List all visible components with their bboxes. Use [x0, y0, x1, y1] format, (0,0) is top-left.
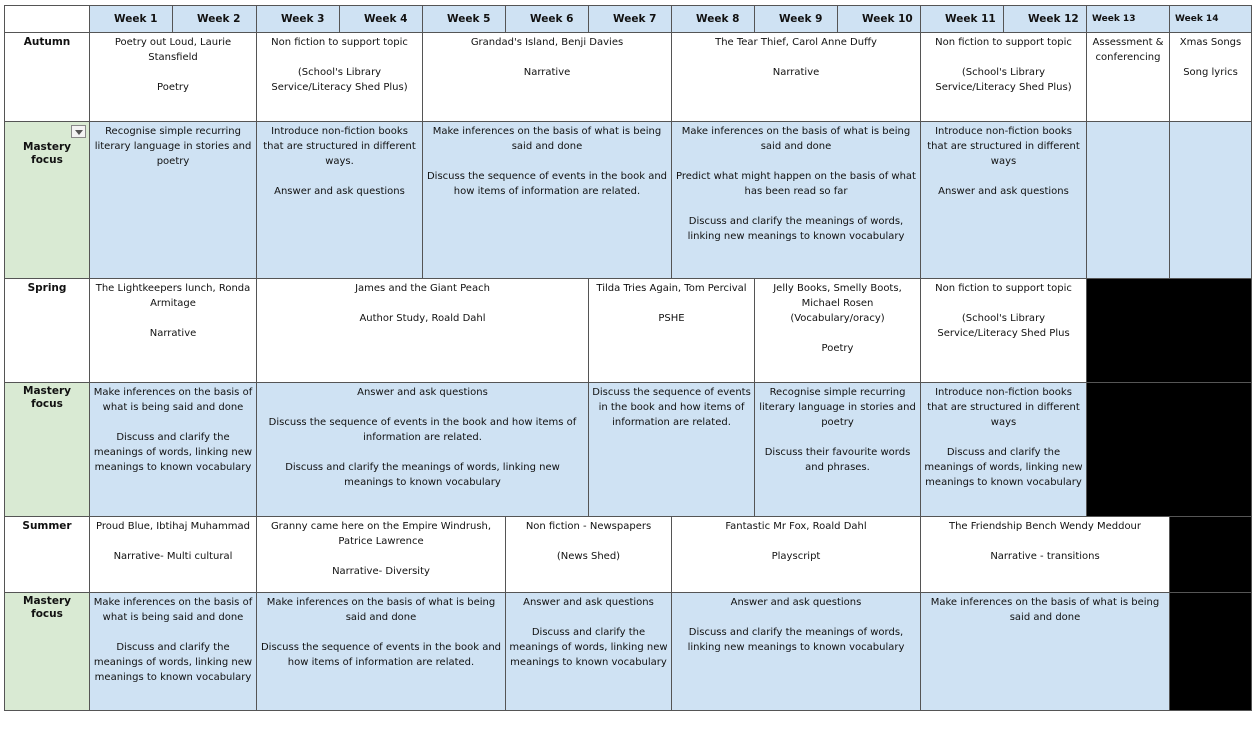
week-header-cell[interactable]: Week 13	[1087, 6, 1170, 33]
genre-label: Playscript	[771, 551, 821, 562]
focus-objective: Introduce non-fiction books that are structured in different ways	[927, 387, 1080, 428]
autumn-focus-row	[5, 122, 1252, 279]
book-title: The Lightkeepers lunch, Ronda Armitage	[95, 283, 251, 309]
genre-label: PSHE	[658, 313, 685, 324]
focus-objective: Discuss and clarify the meanings of words, linking new meanings to known vocabulary	[687, 627, 905, 653]
focus-cell[interactable]	[257, 122, 423, 279]
summer-text-row	[5, 517, 1252, 593]
focus-objective: Make inferences on the basis of what is being said and done	[93, 387, 253, 413]
genre-label: Song lyrics	[1183, 67, 1238, 78]
week-header-cell[interactable]: Week 12	[1004, 6, 1087, 33]
book-title: Assessment & conferencing	[1092, 37, 1164, 63]
week-header-cell[interactable]: Week 5	[423, 6, 506, 33]
book-title: Fantastic Mr Fox, Roald Dahl	[725, 521, 867, 532]
focus-cell[interactable]	[672, 593, 921, 711]
focus-objective: Discuss and clarify the meanings of words, linking new meanings to known vocabulary	[93, 432, 253, 473]
focus-objective: Discuss and clarify the meanings of words, linking new meanings to known vocabulary	[924, 447, 1083, 488]
focus-objective: Predict what might happen on the basis of what has been read so far	[676, 171, 916, 197]
week-header-cell[interactable]: Week 10	[838, 6, 921, 33]
focus-objective: Make inferences on the basis of what is being said and done	[681, 126, 911, 152]
term-label-summer[interactable]: Summer	[5, 517, 90, 593]
text-cell[interactable]	[90, 517, 257, 593]
text-cell[interactable]	[257, 33, 423, 122]
focus-objective: Answer and ask questions	[274, 186, 405, 197]
focus-cell[interactable]	[257, 593, 506, 711]
genre-label: (School's Library Service/Literacy Shed Plus)	[271, 67, 408, 93]
focus-objective: Discuss the sequence of events in the book and how items of information are related.	[268, 417, 577, 443]
blocked-cell[interactable]	[1170, 593, 1252, 711]
focus-objective: Recognise simple recurring literary language in stories and poetry	[94, 126, 252, 167]
book-title: Non fiction - Newspapers	[525, 521, 652, 532]
text-cell[interactable]	[672, 33, 921, 122]
focus-objective: Make inferences on the basis of what is being said and done	[930, 597, 1160, 623]
book-title: Non fiction to support topic	[935, 283, 1072, 294]
text-cell[interactable]	[672, 517, 921, 593]
header-corner-cell[interactable]	[5, 6, 90, 33]
week-header-cell[interactable]: Week 1	[90, 6, 173, 33]
focus-cell[interactable]	[423, 122, 672, 279]
genre-label: Narrative	[523, 67, 571, 78]
dropdown-arrow-icon[interactable]	[71, 125, 86, 138]
book-title: Proud Blue, Ibtihaj Muhammad	[95, 521, 251, 532]
focus-cell[interactable]	[755, 383, 921, 517]
genre-label: Narrative	[772, 67, 820, 78]
focus-cell[interactable]	[257, 383, 589, 517]
focus-objective: Introduce non-fiction books that are structured in different ways	[927, 126, 1080, 167]
text-cell[interactable]	[423, 33, 672, 122]
week-header-cell[interactable]: Week 11	[921, 6, 1004, 33]
book-title: Poetry out Loud, Laurie Stansfield	[114, 37, 232, 63]
week-header-cell[interactable]: Week 14	[1170, 6, 1252, 33]
long-term-plan-table	[4, 5, 1252, 711]
text-cell[interactable]	[1087, 33, 1170, 122]
focus-objective: Discuss the sequence of events in the book and how items of information are related.	[260, 642, 502, 668]
focus-objective: Discuss and clarify the meanings of words, linking new meanings to known vocabulary	[285, 462, 560, 488]
book-title: Jelly Books, Smelly Boots, Michael Rosen (Vocabulary/oracy)	[773, 283, 902, 324]
term-label-spring[interactable]: Spring	[5, 279, 90, 383]
focus-cell-empty[interactable]	[1087, 122, 1170, 279]
autumn-text-row	[5, 33, 1252, 122]
text-cell[interactable]	[257, 279, 589, 383]
genre-label: Narrative- Diversity	[332, 566, 430, 577]
focus-objective: Introduce non-fiction books that are structured in different ways.	[263, 126, 416, 167]
text-cell[interactable]	[257, 517, 506, 593]
focus-cell[interactable]	[921, 383, 1087, 517]
book-title: The Friendship Bench Wendy Meddour	[948, 521, 1142, 532]
focus-cell[interactable]	[589, 383, 755, 517]
focus-objective: Make inferences on the basis of what is being said and done	[93, 597, 253, 623]
book-title: James and the Giant Peach	[355, 283, 490, 294]
summer-focus-row	[5, 593, 1252, 711]
focus-objective: Answer and ask questions	[938, 186, 1069, 197]
blocked-cell[interactable]	[1087, 279, 1252, 383]
focus-cell[interactable]	[921, 122, 1087, 279]
genre-label: (School's Library Service/Literacy Shed Plus	[937, 313, 1070, 339]
book-title: Xmas Songs	[1179, 37, 1242, 48]
focus-objective: Answer and ask questions	[523, 597, 654, 608]
text-cell[interactable]	[1170, 33, 1252, 122]
book-title: Grandad's Island, Benji Davies	[470, 37, 624, 48]
focus-objective: Make inferences on the basis of what is being said and done	[432, 126, 662, 152]
book-title: Non fiction to support topic	[935, 37, 1072, 48]
genre-label: Author Study, Roald Dahl	[359, 313, 486, 324]
text-cell[interactable]	[755, 279, 921, 383]
focus-objective: Make inferences on the basis of what is being said and done	[266, 597, 496, 623]
focus-objective: Answer and ask questions	[357, 387, 488, 398]
book-title: The Tear Thief, Carol Anne Duffy	[715, 37, 877, 48]
focus-objective: Discuss and clarify the meanings of words, linking new meanings to known vocabulary	[93, 642, 253, 683]
week-header-cell[interactable]: Week 9	[755, 6, 838, 33]
text-cell[interactable]	[921, 33, 1087, 122]
focus-cell[interactable]	[90, 122, 257, 279]
focus-objective: Discuss the sequence of events in the book and how items of information are related.	[592, 387, 751, 428]
book-title: Granny came here on the Empire Windrush, Patrice Lawrence	[270, 521, 492, 547]
genre-label: (News Shed)	[556, 551, 621, 562]
week-header-cell[interactable]: Week 2	[173, 6, 257, 33]
text-cell[interactable]	[921, 517, 1170, 593]
genre-label: Narrative - transitions	[990, 551, 1100, 562]
genre-label: Poetry	[821, 343, 854, 354]
week-header-cell[interactable]: Week 6	[506, 6, 589, 33]
text-cell[interactable]	[90, 279, 257, 383]
term-label-autumn[interactable]: Autumn	[5, 33, 90, 122]
week-header-row	[5, 6, 1252, 33]
focus-cell[interactable]	[90, 593, 257, 711]
book-title: Non fiction to support topic	[271, 37, 408, 48]
focus-cell[interactable]	[672, 122, 921, 279]
genre-label: Poetry	[157, 82, 189, 93]
text-cell[interactable]	[589, 279, 755, 383]
focus-objective: Discuss their favourite words and phrases.	[764, 447, 911, 473]
mastery-focus-label[interactable]: Mastery focus	[5, 383, 90, 517]
blocked-cell[interactable]	[1087, 383, 1252, 517]
genre-label: Narrative- Multi cultural	[113, 551, 233, 562]
text-cell[interactable]	[506, 517, 672, 593]
genre-label: Narrative	[149, 328, 197, 339]
mastery-focus-text: Mastery focus	[23, 141, 71, 166]
genre-label: (School's Library Service/Literacy Shed Plus)	[935, 67, 1072, 93]
week-header-cell[interactable]: Week 8	[672, 6, 755, 33]
focus-objective: Discuss and clarify the meanings of words, linking new meanings to known vocabulary	[687, 216, 905, 242]
focus-cell[interactable]	[506, 593, 672, 711]
mastery-focus-label[interactable]	[5, 122, 90, 279]
focus-cell-empty[interactable]	[1170, 122, 1252, 279]
week-header-cell[interactable]: Week 7	[589, 6, 672, 33]
focus-cell[interactable]	[921, 593, 1170, 711]
spring-text-row	[5, 279, 1252, 383]
spring-focus-row	[5, 383, 1252, 517]
book-title: Tilda Tries Again, Tom Percival	[596, 283, 747, 294]
focus-cell[interactable]	[90, 383, 257, 517]
week-header-cell[interactable]: Week 4	[340, 6, 423, 33]
text-cell[interactable]	[90, 33, 257, 122]
focus-objective: Discuss and clarify the meanings of words, linking new meanings to known vocabulary	[509, 627, 668, 668]
week-header-cell[interactable]: Week 3	[257, 6, 340, 33]
focus-objective: Answer and ask questions	[730, 597, 862, 608]
focus-objective: Recognise simple recurring literary language in stories and poetry	[759, 387, 916, 428]
focus-objective: Discuss the sequence of events in the book and how items of information are related.	[426, 171, 668, 197]
blocked-cell[interactable]	[1170, 517, 1252, 593]
mastery-focus-label[interactable]: Mastery focus	[5, 593, 90, 711]
text-cell[interactable]	[921, 279, 1087, 383]
